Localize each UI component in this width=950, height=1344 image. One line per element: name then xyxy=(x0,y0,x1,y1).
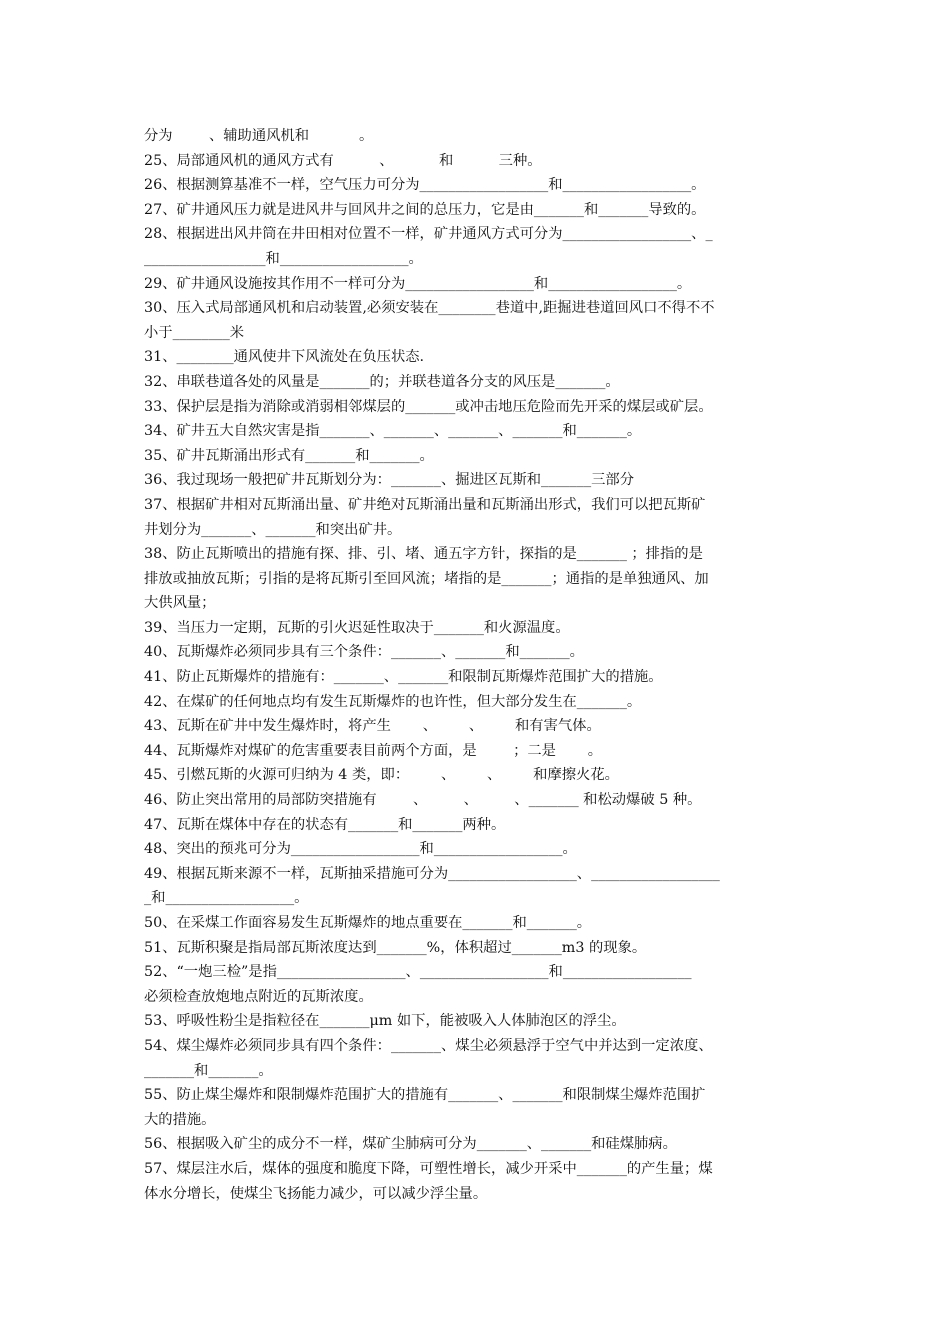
question-37: 37、根据矿井相对瓦斯涌出量、矿井绝对瓦斯涌出量和瓦斯涌出形式，我们可以把瓦斯矿 xyxy=(144,496,706,513)
question-34: 34、矿井五大自然灾害是指_______、_______、_______、_______和_______。 xyxy=(144,423,642,440)
question-49: 49、根据瓦斯来源不一样，瓦斯抽采措施可分为__________________、__________________ xyxy=(144,865,720,882)
question-52: 52、“一炮三检”是指__________________、__________________和__________________ xyxy=(144,964,692,981)
question-25: 25、局部通风机的通风方式有 、 和 三种。 xyxy=(144,152,542,169)
text-line: 分为 、辅助通风机和 。 xyxy=(144,128,374,144)
question-47: 47、瓦斯在煤体中存在的状态有_______和_______两种。 xyxy=(144,816,506,833)
question-28-cont: _________________和__________________。 xyxy=(144,250,423,267)
question-40: 40、瓦斯爆炸必须同步具有三个条件：_______、_______和_______。 xyxy=(144,644,584,661)
question-46: 46、防止突出常用的局部防突措施有 、 、 、_______ 和松动爆破 5 种。 xyxy=(144,792,702,809)
question-27: 27、矿井通风压力就是进风井与回风井之间的总压力，它是由_______和_______导致的。 xyxy=(144,201,706,218)
question-38-cont: 排放或抽放瓦斯；引指的是将瓦斯引至回风流；堵指的是_______；通指的是单独通风、加 xyxy=(144,570,709,587)
question-55: 55、防止煤尘爆炸和限制爆炸范围扩大的措施有_______、_______和限制煤尘爆炸范围扩 xyxy=(144,1087,706,1104)
question-53: 53、呼吸性粉尘是指粒径在_______μm 如下，能被吸入人体肺泡区的浮尘。 xyxy=(144,1013,626,1030)
question-57-cont: 体水分增长，使煤尘飞扬能力减少，可以减少浮尘量。 xyxy=(144,1185,488,1202)
question-52-cont: 必须检查放炮地点附近的瓦斯浓度。 xyxy=(144,988,373,1005)
question-38-cont2: 大供风量； xyxy=(144,595,216,612)
question-36: 36、我过现场一般把矿井瓦斯划分为：_______、掘进区瓦斯和_______三部分 xyxy=(144,472,634,489)
question-49-cont: _和__________________。 xyxy=(144,890,309,907)
question-57: 57、煤层注水后，煤体的强度和脆度下降，可塑性增长，减少开采中_______的产生量；煤 xyxy=(144,1160,713,1177)
question-41: 41、防止瓦斯爆炸的措施有：_______、_______和限制瓦斯爆炸范围扩大的措施。 xyxy=(144,669,663,686)
question-31: 31、________通风使井下风流处在负压状态. xyxy=(144,349,425,366)
question-50: 50、在采煤工作面容易发生瓦斯爆炸的地点重要在_______和_______。 xyxy=(144,915,592,931)
question-44: 44、瓦斯爆炸对煤矿的危害重要表目前两个方面，是 ；二是 。 xyxy=(144,742,603,759)
question-26: 26、根据测算基准不一样，空气压力可分为__________________和__________________。 xyxy=(144,177,706,194)
question-29: 29、矿井通风设施按其作用不一样可分为__________________和__________________。 xyxy=(144,275,692,292)
question-32: 32、串联巷道各处的风量是_______的；并联巷道各分支的风压是_______。 xyxy=(144,373,620,390)
question-45: 45、引燃瓦斯的火源可归纳为 4 类，即： 、 、 和摩擦火花。 xyxy=(144,767,619,784)
question-30-cont: 小于________米 xyxy=(144,324,245,341)
question-56: 56、根据吸入矿尘的成分不一样，煤矿尘肺病可分为_______、_______和硅煤肺病。 xyxy=(144,1136,677,1153)
question-54: 54、煤尘爆炸必须同步具有四个条件：_______、煤尘必须悬浮于空气中并达到一定浓度、 xyxy=(144,1037,713,1054)
question-35: 35、矿井瓦斯涌出形式有_______和_______。 xyxy=(144,447,434,464)
question-51: 51、瓦斯积聚是指局部瓦斯浓度达到_______%，体积超过_______m3 的现象。 xyxy=(144,939,647,956)
question-43: 43、瓦斯在矿井中发生爆炸时，将产生 、 、 和有害气体。 xyxy=(144,718,601,735)
document-page xyxy=(144,124,808,1206)
question-38: 38、防止瓦斯喷出的措施有探、排、引、堵、通五字方针，探指的是_______ ；排指的是 xyxy=(144,546,703,563)
question-55-cont: 大的措施。 xyxy=(144,1111,216,1128)
question-39: 39、当压力一定期，瓦斯的引火迟延性取决于_______和火源温度。 xyxy=(144,619,570,636)
question-33: 33、保护层是指为消除或消弱相邻煤层的_______或冲击地压危险而先开采的煤层或矿层。 xyxy=(144,398,713,415)
question-42: 42、在煤矿的任何地点均有发生瓦斯爆炸的也许性，但大部分发生在_______。 xyxy=(144,693,642,710)
question-54-cont: _______和_______。 xyxy=(144,1062,273,1079)
question-48: 48、突出的预兆可分为__________________和__________________。 xyxy=(144,841,577,858)
question-37-cont: 井划分为_______、_______和突出矿井。 xyxy=(144,521,402,538)
question-28: 28、根据进出风井筒在井田相对位置不一样，矿井通风方式可分为__________________、_ xyxy=(144,226,713,243)
question-30: 30、压入式局部通风机和启动装置,必须安装在________巷道中,距掘进巷道回风口不得不不 xyxy=(144,300,715,317)
